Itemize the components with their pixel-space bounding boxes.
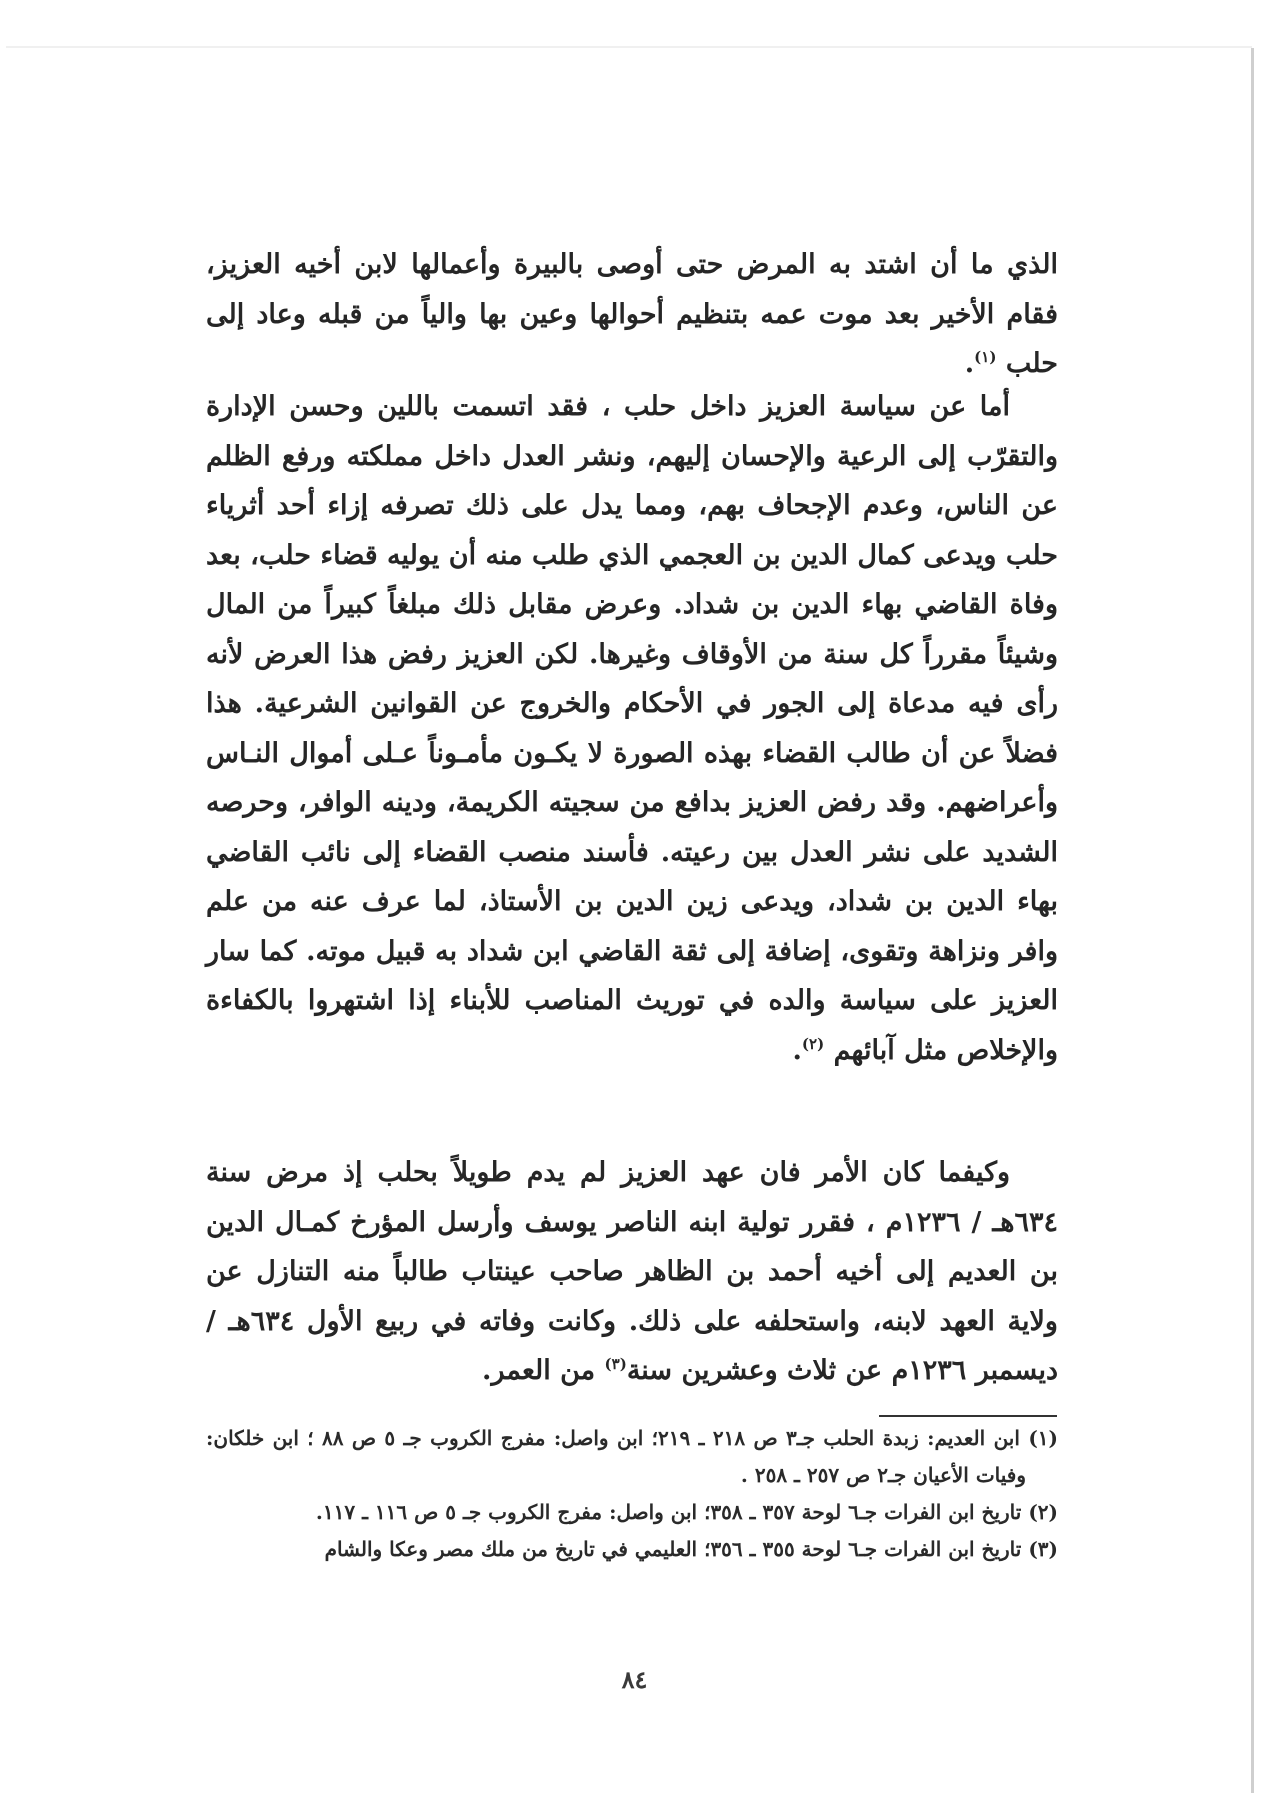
page-number: ٨٤ — [621, 1665, 648, 1694]
footnote-ref-3[interactable]: (٣) — [604, 1355, 627, 1373]
footnote-3 — [206, 1531, 1058, 1568]
footnote-1 — [206, 1420, 1058, 1494]
footnote-ref-2[interactable]: (٢) — [801, 1034, 825, 1053]
paragraph-ending: . — [964, 348, 975, 379]
paragraph-3 — [206, 1148, 1058, 1396]
paragraph-ending: من العمر. — [482, 1355, 605, 1386]
footnote-text: ابن العديم: زبدة الحلب جـ٣ ص ٢١٨ ـ ٢١٩؛ ابن واصل: مفرج الكروب جـ ٥ ص ٨٨ ؛ ابن خلكان: وفيات الأعيان جـ٢ ص ٢٥٧ ـ ٢٥٨ . — [206, 1426, 1026, 1487]
footnote-text: تاريخ ابن الفرات جـ٦ لوحة ٣٥٥ ـ ٣٥٦؛ العليمي في تاريخ من ملك مصر وعكا والشام — [324, 1537, 1022, 1561]
footnote-marker: (٢) — [1028, 1500, 1058, 1524]
footnote-marker: (١) — [1028, 1426, 1058, 1450]
paragraph-text: وكيفما كان الأمر فان عهد العزيز لم يدم طويلاً بحلب إذ مرض سنة ٦٣٤هـ / ١٢٣٦م ، فقرر تولية ابنه الناصر يوسف وأرسل المؤرخ كمـال الدين بن العديم إلى أخيه أحمد بن الظاهر صاحب عينتاب طالباً منه التنازل عن ولاية العهد لابنه، واستحلفه على ذلك. وكانت وفاته في ربيع الأول ٦٣٤هـ / ديسمبر ١٢٣٦م عن ثلاث وعشرين سنة — [206, 1157, 1058, 1386]
paragraph-text: أما عن سياسة العزيز داخل حلب ، فقد اتسمت باللين وحسن الإدارة والتقرّب إلى الرعية والإحسان إليهم، ونشر العدل داخل مملكته ورفع الظلم عن الناس، وعدم الإجحاف بهم، ومما يدل على ذلك تصرفه إزاء أحد أثرياء حلب ويدعى كمال الدين بن العجمي الذي طلب منه أن يوليه قضاء حلب، بعد وفاة القاضي بهاء الدين بن شداد. وعرض مقابل ذلك مبلغاً كبيراً من المال وشيئاً مقرراً كل سنة من الأوقاف وغيرها. لكن العزيز رفض هذا العرض لأنه رأى فيه مدعاة إلى الجور في الأحكام والخروج عن القوانين الشرعية. هذا فضلاً عن أن طالب القضاء بهذه الصورة لا يكـون مأمـوناً عـلى أموال النـاس وأعراضهم. وقد رفض العزيز بدافع من سجيته الكريمة، ودينه الوافر، وحرصه الشديد على نشر العدل بين رعيته. فأسند منصب القضاء إلى نائب القاضي بهاء الدين بن شداد، ويدعى زين الدين بن الأستاذ، لما عرف عنه من علم وافر ونزاهة وتقوى، إضافة إلى ثقة القاضي ابن شداد به قبيل موته. كما سار العزيز على سياسة والده في توريث المناصب للأبناء إذا اشتهروا بالكفاءة والإخلاص مثل آبائهم — [206, 391, 1058, 1066]
footnote-separator — [879, 1415, 1057, 1417]
footnote-marker: (٣) — [1028, 1537, 1058, 1561]
footnotes — [206, 1420, 1058, 1568]
paragraph-text: الذي ما أن اشتد به المرض حتى أوصى بالبيرة وأعمالها لابن أخيه العزيز، فقام الأخير بعد موت عمه بتنظيم أحوالها وعين بها والياً من قبله وعاد إلى حلب — [206, 249, 1058, 379]
paragraph-1 — [206, 240, 1058, 389]
paragraph-ending: . — [792, 1034, 802, 1066]
paragraph-2 — [206, 382, 1058, 1075]
page-edge-right — [1251, 48, 1254, 1793]
footnote-text: تاريخ ابن الفرات جـ٦ لوحة ٣٥٧ ـ ٣٥٨؛ ابن واصل: مفرج الكروب جـ ٥ ص ١١٦ ـ ١١٧. — [315, 1500, 1022, 1524]
footnote-2 — [206, 1494, 1058, 1531]
page-edge-top — [6, 46, 1252, 48]
footnote-ref-1[interactable]: (١) — [974, 348, 997, 366]
